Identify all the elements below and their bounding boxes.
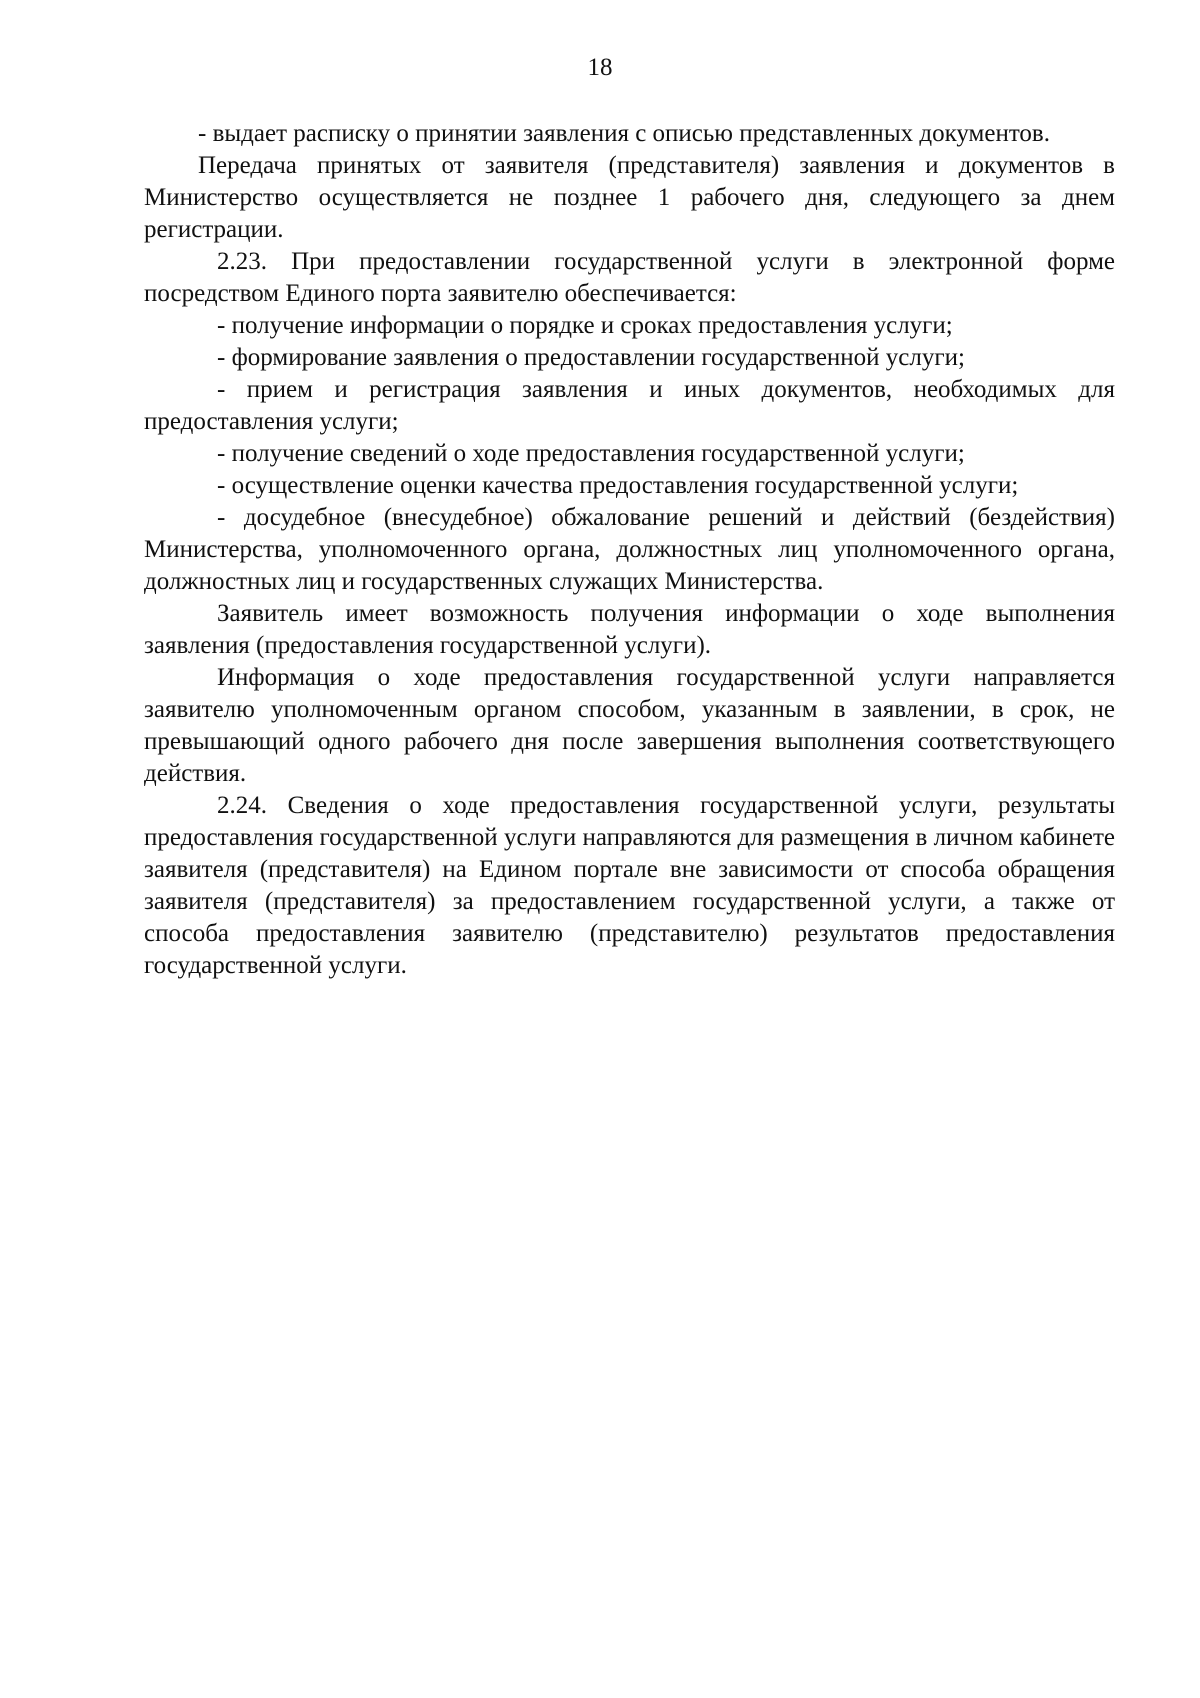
paragraph-transfer: Передача принятых от заявителя (представителя) заявления и документов в Министерство осуществляется не позднее 1 рабочего дня, следующего за днем регистрации.: [144, 152, 1115, 243]
page-number: 18: [587, 54, 613, 81]
list-item-information: - получение информации о порядке и сроках предоставления услуги;: [217, 312, 953, 339]
paragraph-information-delivery: Информация о ходе предоставления государственной услуги направляется заявителю уполномоченным органом способом, указанным в заявлении, в срок, не превышающий одного рабочего дня после завершения выполнения соответствующего действия.: [144, 664, 1115, 787]
list-item-registration: - прием и регистрация заявления и иных документов, необходимых для предоставления услуги;: [144, 376, 1115, 435]
list-item-progress: - получение сведений о ходе предоставления государственной услуги;: [217, 440, 965, 467]
paragraph-2-23: 2.23. При предоставлении государственной услуги в электронной форме посредством Единого порта заявителю обеспечивается:: [144, 248, 1115, 307]
paragraph-applicant-info: Заявитель имеет возможность получения информации о ходе выполнения заявления (предоставления государственной услуги).: [144, 600, 1115, 659]
list-item-quality: - осуществление оценки качества предоставления государственной услуги;: [217, 472, 1019, 499]
list-item-forming: - формирование заявления о предоставлении государственной услуги;: [217, 344, 965, 371]
document-body: [144, 118, 1115, 982]
paragraph-2-24: 2.24. Сведения о ходе предоставления государственной услуги, результаты предоставления государственной услуги направляются для размещения в личном кабинете заявителя (представителя) на Едином портале вне зависимости от способа обращения заявителя (представителя) за предоставлением государственной услуги, а также от способа предоставления заявителю (представителю) результатов предоставления государственной услуги.: [144, 792, 1115, 979]
paragraph-receipt: - выдает расписку о принятии заявления с описью представленных документов.: [198, 120, 1050, 147]
list-item-appeal: - досудебное (внесудебное) обжалование решений и действий (бездействия) Министерства, уполномоченного органа, должностных лиц уполномоченного органа, должностных лиц и государственных служащих Министерства.: [144, 504, 1115, 595]
